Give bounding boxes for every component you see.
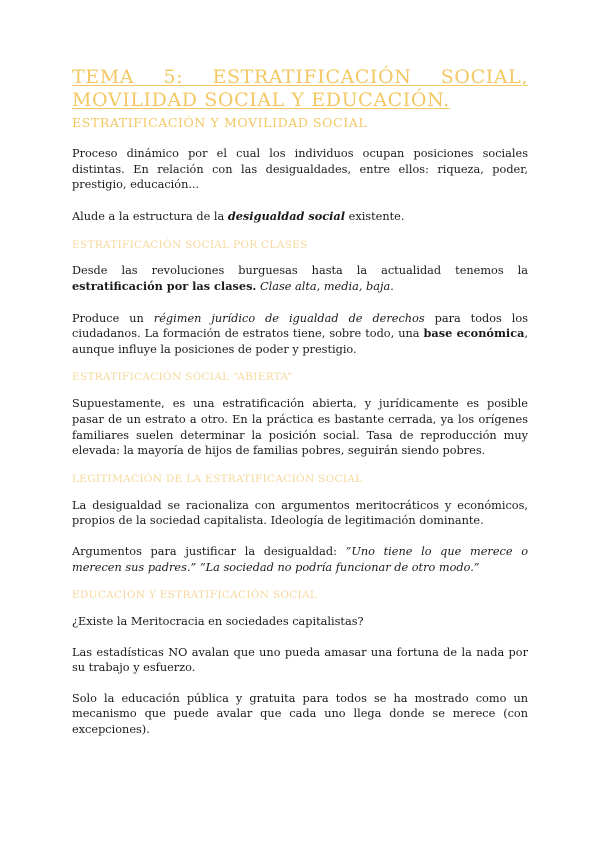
text-run: Argumentos para justificar la desigualdad: (72, 544, 346, 558)
section-heading-clases: ESTRATIFICACIÓN SOCIAL POR CLASES (72, 239, 308, 252)
text-run: Desde las revoluciones burguesas hasta la actualidad tenemos la (72, 264, 528, 278)
educacion-paragraph-1: ¿Existe la Meritocracia en sociedades capitalistas? (72, 615, 364, 629)
document-content (72, 66, 528, 738)
legitimacion-paragraph-1: La desigualdad se racionaliza con argumentos meritocráticos y económicos, propios de la sociedad capitalista. Ideología de legitimación dominante. (72, 498, 528, 528)
document-subtitle: ESTRATIFICACIÓN Y MOVILIDAD SOCIAL (72, 115, 368, 130)
clases-paragraph-1 (72, 263, 528, 294)
text-run: , aunque influye la posiciones de poder y prestigio. (72, 327, 528, 356)
section-heading-abierta: ESTRATIFICACIÓN SOCIAL “ABIERTA” (72, 371, 293, 384)
educacion-paragraph-2: Las estadísticas NO avalan que uno pueda amasar una fortuna de la nada por su trabajo y esfuerzo. (72, 645, 528, 675)
text-run: Produce un (72, 311, 154, 325)
italic-quote: ”Uno tiene lo que merece o merecen sus padres.” ”La sociedad no podría funcionar de otro modo.” (72, 544, 528, 574)
section-heading-legitimacion: LEGITIMACIÓN DE LA ESTRATIFICACIÓN SOCIAL (72, 472, 363, 485)
document-title (72, 66, 528, 112)
text-run: existente. (345, 209, 405, 223)
educacion-paragraph-3: Solo la educación pública y gratuita para todos se ha mostrado como un mecanismo que puede avalar que cada uno llega donde se merece (con excepciones). (72, 691, 528, 737)
section-heading-educacion: EDUCACIÓN Y ESTRATIFICACIÓN SOCIAL (72, 589, 318, 602)
bold-text: estratificación por las clases. (72, 278, 257, 293)
text-run: Alude a la estructura de la (72, 209, 228, 223)
title-line-1: TEMA 5: ESTRATIFICACIÓN SOCIAL, (72, 66, 528, 88)
bold-text: base económica (423, 326, 525, 341)
title-line-2: MOVILIDAD SOCIAL Y EDUCACIÓN. (72, 89, 450, 111)
abierta-paragraph-1: Supuestamente, es una estratificación abierta, y jurídicamente es posible pasar de un estrato a otro. En la práctica es bastante cerrada, ya los orígenes familiares suelen determinar la posición social. Tasa de reproducción muy elevada: la mayoría de hijos de familias pobres, seguirán siendo pobres. (72, 397, 528, 458)
intro-paragraph-2 (72, 209, 528, 225)
clases-paragraph-2 (72, 311, 528, 358)
italic-text: régimen jurídico de igualdad de derechos (153, 311, 425, 325)
intro-paragraph-1: Proceso dinámico por el cual los individuos ocupan posiciones sociales distintas. En relación con las desigualdades, entre ellos: riqueza, poder, prestigio, educación... (72, 147, 528, 192)
legitimacion-paragraph-2 (72, 544, 528, 575)
emphasis-text: desigualdad social (227, 208, 346, 223)
text-run: para todos los ciudadanos. La formación de estratos tiene, sobre todo, una (72, 311, 529, 341)
italic-text: Clase alta, media, baja. (256, 279, 394, 293)
